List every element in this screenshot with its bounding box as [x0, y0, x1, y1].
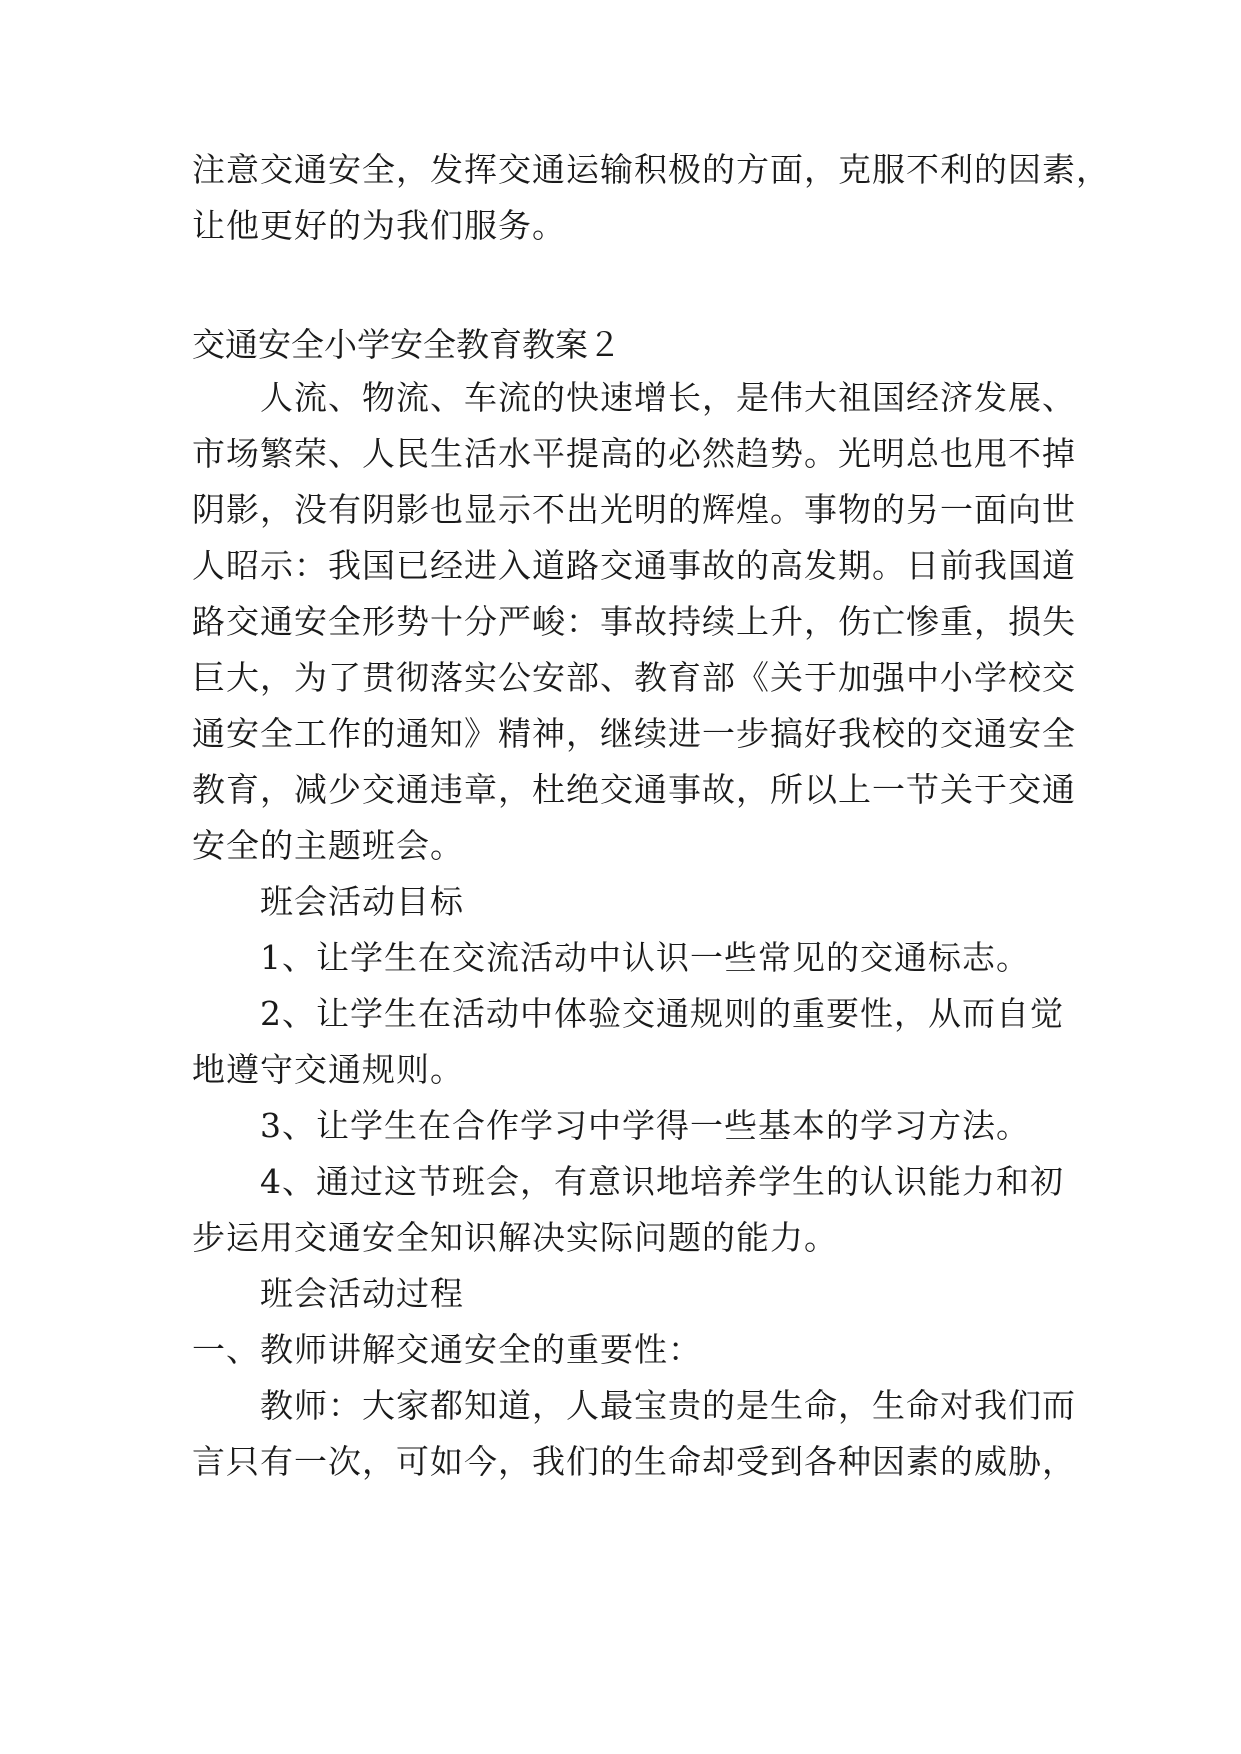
body-line: 言只有一次，可如今，我们的生命却受到各种因素的威胁， [192, 1442, 1076, 1481]
subheading-goals: 班会活动目标 [192, 882, 464, 921]
body-line: 教育，减少交通违章，杜绝交通事故，所以上一节关于交通 [192, 770, 1076, 809]
body-line: 路交通安全形势十分严峻：事故持续上升，伤亡惨重，损失 [192, 602, 1076, 641]
body-line: 阴影，没有阴影也显示不出光明的辉煌。事物的另一面向世 [192, 490, 1076, 529]
body-line: 巨大，为了贯彻落实公安部、教育部《关于加强中小学校交 [192, 658, 1076, 697]
body-line: 人昭示：我国已经进入道路交通事故的高发期。日前我国道 [192, 546, 1076, 585]
body-line: 市场繁荣、人民生活水平提高的必然趋势。光明总也甩不掉 [192, 434, 1076, 473]
goal-item-2-cont: 地遵守交通规则。 [192, 1050, 464, 1089]
body-line: 安全的主题班会。 [192, 826, 464, 865]
goal-item-4-cont: 步运用交通安全知识解决实际问题的能力。 [192, 1218, 838, 1257]
body-line: 人流、物流、车流的快速增长，是伟大祖国经济发展、 [192, 378, 1076, 417]
goal-item-3: 3、让学生在合作学习中学得一些基本的学习方法。 [192, 1106, 1030, 1145]
section-title: 交通安全小学安全教育教案２ [192, 325, 621, 364]
goal-item-4: 4、通过这节班会，有意识地培养学生的认识能力和初 [192, 1162, 1064, 1201]
process-step-1: 一、教师讲解交通安全的重要性： [192, 1330, 702, 1369]
intro-line-1: 注意交通安全，发挥交通运输积极的方面，克服不利的因素， [192, 150, 1110, 189]
subheading-process: 班会活动过程 [192, 1274, 464, 1313]
intro-line-2: 让他更好的为我们服务。 [192, 206, 566, 245]
body-line: 通安全工作的通知》精神，继续进一步搞好我校的交通安全 [192, 714, 1076, 753]
body-line: 教师：大家都知道，人最宝贵的是生命，生命对我们而 [192, 1386, 1076, 1425]
goal-item-2: 2、让学生在活动中体验交通规则的重要性，从而自觉 [192, 994, 1064, 1033]
goal-item-1: 1、让学生在交流活动中认识一些常见的交通标志。 [192, 938, 1030, 977]
